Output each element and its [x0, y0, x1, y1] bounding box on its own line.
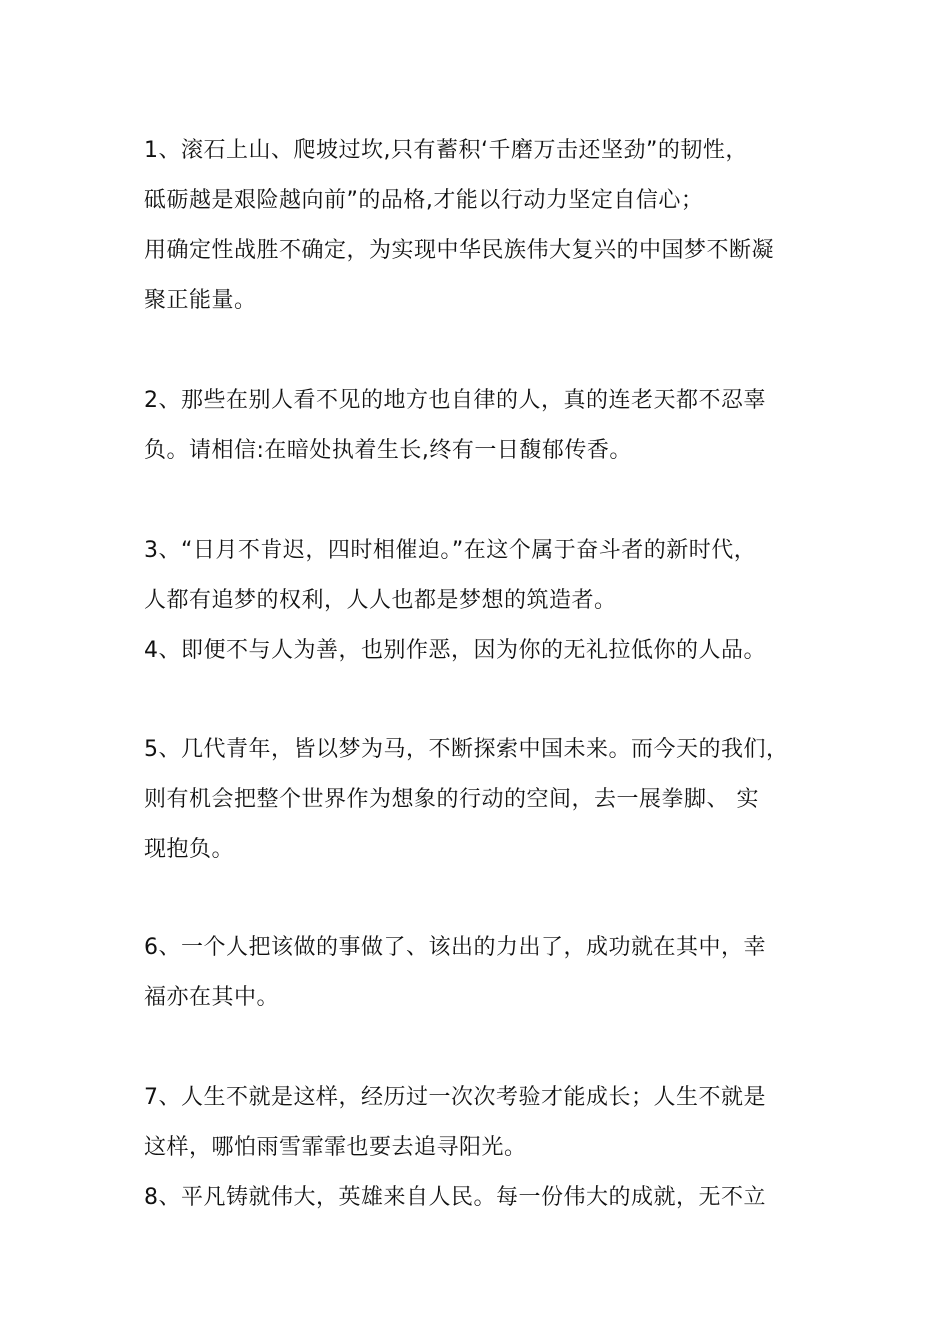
- text-line: 福亦在其中。: [144, 985, 280, 1010]
- text-line: 现抱负。: [144, 837, 235, 862]
- text-line: 这样，哪怕雨雪霏霏也要去追寻阳光。: [144, 1135, 527, 1160]
- text-line: 2、那些在别人看不见的地方也自律的人，真的连老天都不忍辜: [144, 388, 766, 413]
- text-line: 砥砺越是艰险越向前”的品格,才能以行动力坚定自信心；: [144, 188, 704, 213]
- text-line: 3、“日月不肯迟，四时相催迫。”在这个属于奋斗者的新时代，: [144, 538, 757, 563]
- text-line: 负。请相信:在暗处执着生长,终有一日馥郁传香。: [144, 438, 632, 463]
- text-line: 4、即便不与人为善，也别作恶，因为你的无礼拉低你的人品。: [144, 638, 766, 663]
- text-line: 聚正能量。: [144, 288, 257, 313]
- text-line: 8、平凡铸就伟大，英雄来自人民。每一份伟大的成就，无不立: [144, 1185, 766, 1210]
- text-line: 用确定性战胜不确定，为实现中华民族伟大复兴的中国梦不断凝: [144, 238, 775, 263]
- text-line: 6、一个人把该做的事做了、该出的力出了，成功就在其中，幸: [144, 935, 766, 960]
- text-line: 1、滚石上山、爬坡过坎,只有蓄积‘千磨万击还坚劲”的韧性，: [144, 138, 748, 163]
- text-line: 则有机会把整个世界作为想象的行动的空间，去一展拳脚、 实: [144, 787, 759, 812]
- text-line: 人都有追梦的权利，人人也都是梦想的筑造者。: [144, 588, 617, 613]
- text-line: 7、人生不就是这样，经历过一次次考验才能成长；人生不就是: [144, 1085, 766, 1110]
- text-line: 5、几代青年，皆以梦为马，不断探索中国未来。而今天的我们，: [144, 737, 789, 762]
